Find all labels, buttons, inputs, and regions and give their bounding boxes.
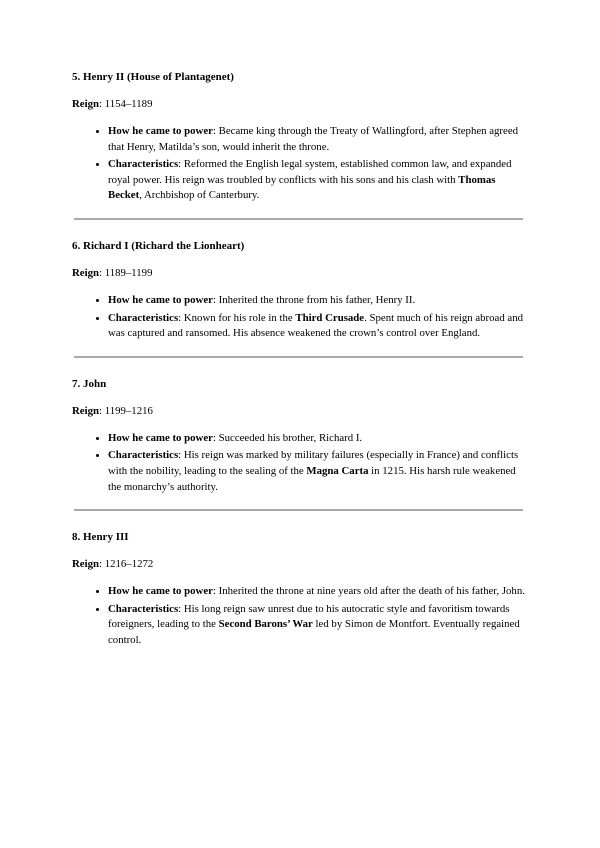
section-heading: 5. Henry II (House of Plantagenet)	[72, 71, 234, 83]
section-henry-ii	[72, 71, 528, 204]
bullet-characteristics: • Characteristics: His reign was marked by military failures (especially in France) and conflicts with the nobility, leading to the sealing of the Magna Carta in 1215. His harsh rule weakened the monarchy’s authority.	[108, 448, 528, 495]
reign-line: Reign: 1216–1272	[72, 558, 154, 571]
reign-line: Reign: 1199–1216	[72, 404, 153, 417]
document-content	[72, 71, 528, 651]
bullet-came-to-power: • How he came to power: Inherited the throne from his father, Henry II.	[108, 293, 528, 309]
section-john	[72, 378, 528, 495]
reign-line: Reign: 1189–1199	[72, 266, 153, 279]
reign-line: Reign: 1154–1189	[72, 98, 153, 110]
section-divider	[74, 218, 523, 220]
bullet-list	[72, 431, 528, 495]
section-heading: 6. Richard I (Richard the Lionheart)	[72, 239, 245, 252]
section-divider	[74, 356, 523, 358]
bullet-characteristics: • Characteristics: Reformed the English legal system, established common law, and expanded royal power. His reign was troubled by conflicts with his sons and his clash with Thomas Becket, Archbishop of Canterbury.	[108, 157, 528, 204]
bullet-list	[72, 584, 528, 648]
bullet-characteristics: • Characteristics: Known for his role in the Third Crusade. Spent much of his reign abroad and was captured and ransomed. His absence weakened the crown’s control over England.	[108, 311, 528, 342]
bullet-list	[72, 124, 528, 204]
bullet-came-to-power: • How he came to power: Succeeded his brother, Richard I.	[108, 431, 528, 447]
bullet-came-to-power: • How he came to power: Became king through the Treaty of Wallingford, after Stephen agreed that Henry, Matilda’s son, would inherit the throne.	[108, 124, 528, 155]
bullet-characteristics: • Characteristics: His long reign saw unrest due to his autocratic style and favoritism towards foreigners, leading to the Second Barons’ War led by Simon de Montfort. Eventually regained control.	[108, 602, 528, 649]
section-henry-iii	[72, 531, 528, 648]
section-heading: 8. Henry III	[72, 531, 129, 544]
section-divider	[74, 509, 523, 511]
section-richard-i	[72, 240, 528, 342]
bullet-list	[72, 293, 528, 342]
section-heading: 7. John	[72, 377, 107, 390]
bullet-came-to-power: • How he came to power: Inherited the throne at nine years old after the death of his father, John.	[108, 584, 528, 600]
